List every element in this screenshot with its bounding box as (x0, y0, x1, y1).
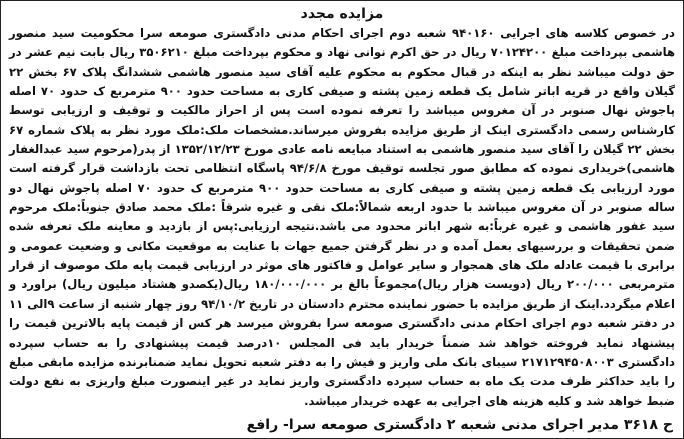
notice-footer: ح ۳۶۱۸ مدیر اجرای مدنی شعبه ۲ دادگستری صومعه سرا- رافع (246, 417, 673, 433)
notice-title: مزایده مجدد (300, 6, 384, 22)
notice-body: در خصوص کلاسه های اجرایی ۹۴۰۱۶۰ شعبه دوم اجرای احکام مدنی دادگستری صومعه سرا محکومیت سید منصور هاشمی بپرداخت مبلغ ۷۰۱۲۴۲۰۰ ریال در حق اکرم نوانی نهاد و محکوم بپرداخت مبلغ ۳۵۰۶۲۱۰ ریال بابت نیم عشر در حق دولت میباشد نظر به اینکه در قبال محکوم به محکوم علیه آقای سید منصور هاشمی ششدانگ پلاک ۶۷ بخش ۲۲ گیلان واقع در قریه اباتر شامل یک قطعه زمین پشته و صیفی کاری به مساحت حدود ۹۰۰ مترمربع ک حدود ۷۰ اصله پاجوش نهال صنوبر در آن مغروس میباشد را تعرفه نموده است پس از احراز مالکیت و توقیف و ارزیابی توسط کارشناس رسمی دادگستری اینک از طریق مزایده بفروش میرساند.مشخصات ملک:ملک مورد نظر به پلاک شماره ۶۷ بخش ۲۲ گیلان را آقای سید منصور هاشمی به استناد مبایعه نامه عادی مورخ ۱۳۵۲/۱۲/۲۳ از پدر(مرحوم سید عبدالغفار هاشمی)خریداری نموده که مطابق صور تجلسه توقیف مورخ ۹۴/۶/۸ پاسگاه انتظامی تحت بازداشت قرار گرفته است مورد ارزیابی یک قطعه زمین پشته و صیفی کاری به مساحت حدود ۹۰۰ مترمربع ک حدود ۷۰ اصله پاجوش نهال دو ساله صنوبر در آن مغروس میباشد با حدود اربعه شمالاً:ملک نقی و غیره شرقاً :ملک محمد صادق جنوباً:ملک مرحوم سید غفور هاشمی و غیره غرباً:به شهر اباتر محدود می باشد.نتیجه ارزیابی:پس از بازدید و معاینه ملک تعرفه شده ضمن تحقیقات و بررسیهای بعمل آمده و در نظر گرفتن جمیع جهات با عنایت به موقعیت مکانی و وضعیت عمومی و برابری با قیمت عادله ملک های همجوار و سایر عوامل و فاکتور های موثر در ارزیابی قیمت پایه ملک موصوف از قرار مترمربعی ۲۰۰/۰۰۰ ریال (دویست هزار ریال)مجموعاً بالغ بر ۱۸۰/۰۰۰/۰۰۰ ریال(یکصدو هشتاد میلیون ریال) براورد و اعلام میگردد.اینک از طریق مزایده با حضور نماینده محترم دادستان در تاریخ ۹۴/۱۰/۲ روز چهار شنبه از ساعت ۹الی ۱۱ در دفتر شعبه دوم اجرای احکام مدنی دادگستری صومعه سرا بفروش میرسد هر کس از قیمت پایه بالاترین قیمت را پیشنهاد نماید فروخته خواهد شد ضمناً خریدار باید فی المجلس ۱۰درصد قیمت پیشنهادی را به حساب سپرده دادگستری ۲۱۷۱۲۹۴۵۰۸۰۰۳ سیبای بانک ملی واریز و فیش را به دفتر شعبه تحویل نماید ضمنابرنده مزایده مابقی مبلغ را باید حداکثر ظرف مدت یک ماه به حساب سپرده دادگستری واریز نماید در غیر اینصورت مبلغ واریزی به نفع دولت ضبط خواهد شد و کلیه هزینه های اجرایی به عهده خریدار میباشد. (9, 26, 676, 408)
